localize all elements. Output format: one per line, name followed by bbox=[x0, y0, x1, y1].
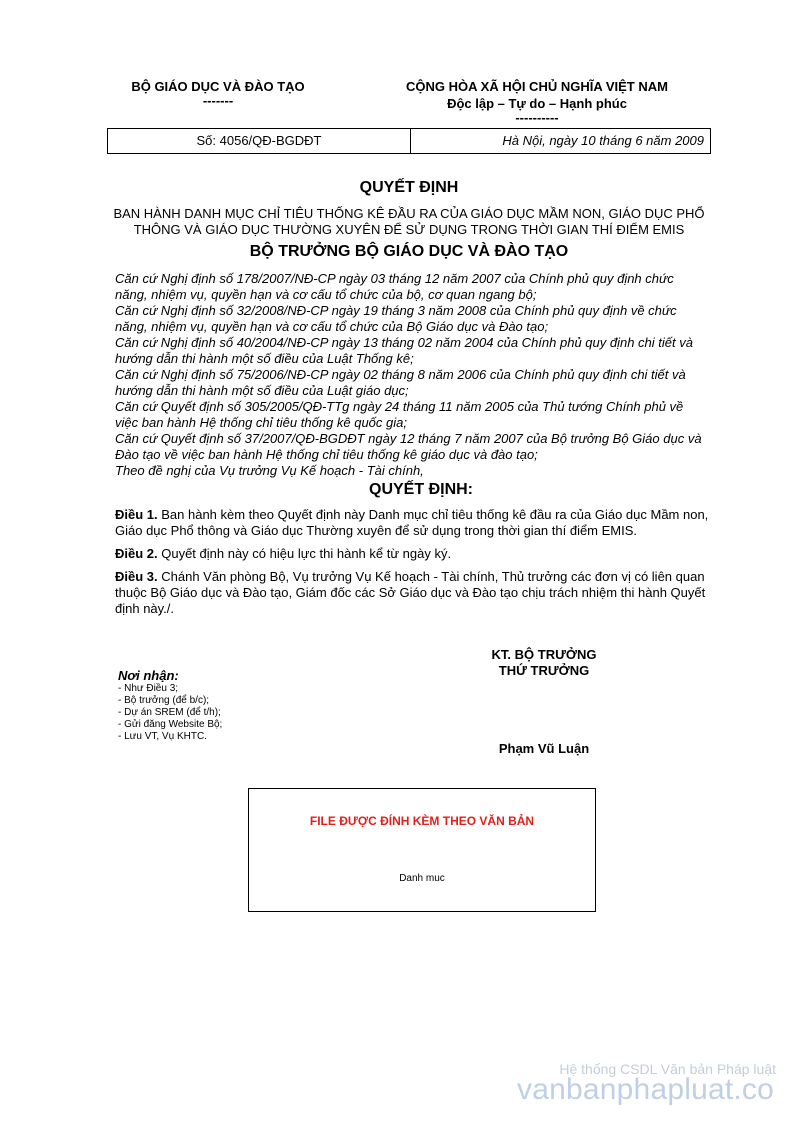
meta-divider bbox=[410, 129, 411, 153]
basis-line: năng, nhiệm vụ, quyền hạn và cơ cấu tổ chức của Bộ Giáo dục và Đào tạo; bbox=[115, 319, 549, 334]
attachment-title: FILE ĐƯỢC ĐÍNH KÈM THEO VĂN BẢN bbox=[309, 814, 535, 828]
recipient-item: - Bộ trưởng (để b/c); bbox=[118, 695, 210, 706]
article-3 bbox=[115, 569, 745, 617]
ministry-block bbox=[118, 78, 318, 107]
signer-name: Phạm Vũ Luận bbox=[498, 741, 590, 756]
watermark-site: vanbanphapluat.co bbox=[517, 1073, 774, 1106]
basis-line: Căn cứ Quyết định số 305/2005/QĐ-TTg ngày 24 tháng 11 năm 2005 của Thủ tướng Chính phủ về bbox=[115, 399, 684, 414]
recipient-item: - Gửi đăng Website Bộ; bbox=[118, 719, 223, 730]
basis-line: việc ban hành Hệ thống chỉ tiêu thống kê quốc gia; bbox=[115, 415, 407, 430]
watermark-caption: Hệ thống CSDL Văn bản Pháp luật bbox=[559, 1061, 776, 1077]
recipients-title: Nơi nhận: bbox=[118, 668, 179, 683]
article-text: Ban hành kèm theo Quyết định này Danh mục chỉ tiêu thống kê đầu ra của Giáo dục Mầm non, bbox=[157, 507, 709, 522]
recipients bbox=[118, 668, 358, 743]
article-line: định này./. bbox=[115, 601, 175, 616]
place-date: Hà Nội, ngày 10 tháng 6 năm 2009 bbox=[502, 133, 704, 148]
basis-line: Căn cứ Nghị định số 178/2007/NĐ-CP ngày 03 tháng 12 năm 2007 của Chính phủ quy định chức bbox=[115, 271, 674, 286]
subtitle-line: THÔNG VÀ GIÁO DỤC THƯỜNG XUYÊN ĐỂ SỬ DỤNG TRONG THỜI GIAN THÍ ĐIỂM EMIS bbox=[133, 222, 685, 237]
article-line bbox=[115, 569, 745, 585]
motto-rule: ---------- bbox=[515, 110, 559, 125]
article-2 bbox=[115, 546, 745, 562]
nation-name: CỘNG HÒA XÃ HỘI CHỦ NGHĨA VIỆT NAM bbox=[406, 79, 668, 94]
decision-heading: QUYẾT ĐỊNH: bbox=[369, 481, 473, 498]
document-number: Số: 4056/QĐ-BGDĐT bbox=[196, 133, 322, 148]
legal-basis bbox=[115, 271, 735, 479]
nation-block bbox=[370, 78, 704, 124]
basis-line: Căn cứ Nghị định số 75/2006/NĐ-CP ngày 02 tháng 8 năm 2006 của Chính phủ quy định chi tiết và bbox=[115, 367, 686, 382]
basis-line: hướng dẫn thi hành một số điều của Luật giáo dục; bbox=[115, 383, 409, 398]
motto: Độc lập – Tự do – Hạnh phúc bbox=[447, 96, 627, 111]
article-line bbox=[115, 546, 745, 562]
recipient-item: - Như Điều 3; bbox=[118, 683, 179, 694]
basis-line: Theo đề nghị của Vụ trưởng Vụ Kế hoạch - Tài chính, bbox=[115, 463, 424, 478]
ministry-name: BỘ GIÁO DỤC VÀ ĐÀO TẠO bbox=[131, 79, 305, 94]
basis-line: hướng dẫn thi hành một số điều của Luật Thống kê; bbox=[115, 351, 414, 366]
document-meta-box bbox=[107, 128, 711, 154]
article-text: Chánh Văn phòng Bộ, Vụ trưởng Vụ Kế hoạch - Tài chính, Thủ trưởng các đơn vị có liên quan bbox=[157, 569, 705, 584]
basis-line: Căn cứ Nghị định số 32/2008/NĐ-CP ngày 19 tháng 3 năm 2008 của Chính phủ quy định về chức bbox=[115, 303, 677, 318]
issuing-authority: BỘ TRƯỞNG BỘ GIÁO DỤC VÀ ĐÀO TẠO bbox=[249, 243, 569, 260]
subtitle-line: BAN HÀNH DANH MỤC CHỈ TIÊU THỐNG KÊ ĐẦU RA CỦA GIÁO DỤC MẦM NON, GIÁO DỤC PHỔ bbox=[113, 206, 705, 221]
article-label: Điều 2. bbox=[115, 546, 158, 561]
article-label: Điều 3. bbox=[115, 569, 158, 584]
basis-line: Đào tạo về việc ban hành Hệ thống chỉ tiêu thống kê giáo dục và đào tạo; bbox=[115, 447, 538, 462]
basis-line: Căn cứ Quyết định số 37/2007/QĐ-BGDĐT ngày 12 tháng 7 năm 2007 của Bộ trưởng Bộ Giáo dục và bbox=[115, 431, 702, 446]
signature-position: THỨ TRƯỞNG bbox=[498, 663, 590, 678]
signature-block bbox=[444, 647, 644, 679]
recipients-list bbox=[118, 683, 358, 743]
ministry-rule: ------- bbox=[202, 93, 234, 108]
article-line: Giáo dục Phổ thông và Giáo dục Thường xuyên để sử dụng trong thời gian thí điểm EMIS. bbox=[115, 523, 638, 538]
document-title: QUYẾT ĐỊNH bbox=[359, 179, 459, 196]
article-1 bbox=[115, 507, 745, 539]
attachment-link[interactable]: Danh muc bbox=[399, 873, 445, 884]
article-text: Quyết định này có hiệu lực thi hành kể từ ngày ký. bbox=[157, 546, 452, 561]
attachment-box bbox=[248, 788, 596, 912]
recipient-item: - Dự án SREM (để t/h); bbox=[118, 707, 221, 718]
article-line bbox=[115, 507, 745, 523]
signature-title: KT. BỘ TRƯỞNG bbox=[491, 647, 597, 662]
recipient-item: - Lưu VT, Vụ KHTC. bbox=[118, 731, 207, 742]
document-subtitle bbox=[100, 206, 718, 238]
article-label: Điều 1. bbox=[115, 507, 158, 522]
basis-line: năng, nhiệm vụ, quyền hạn và cơ cấu tổ chức của bộ, cơ quan ngang bộ; bbox=[115, 287, 537, 302]
article-line: thuộc Bộ Giáo dục và Đào tạo, Giám đốc các Sở Giáo dục và Đào tạo chịu trách nhiệm thi hành Quyết bbox=[115, 585, 706, 600]
basis-line: Căn cứ Nghị định số 40/2004/NĐ-CP ngày 13 tháng 02 năm 2004 của Chính phủ quy định chi tiết và bbox=[115, 335, 693, 350]
